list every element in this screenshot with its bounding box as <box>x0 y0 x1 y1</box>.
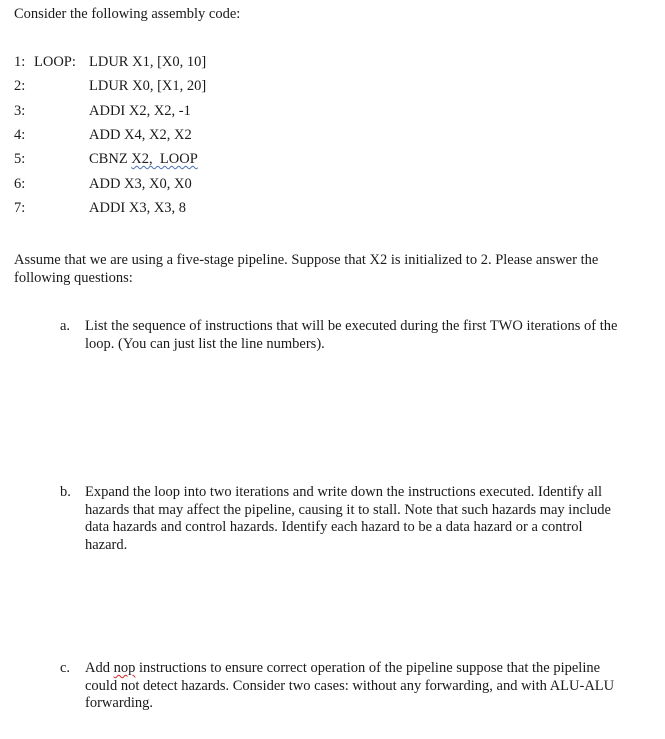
assumption-paragraph: Assume that we are using a five-stage pipeline. Suppose that X2 is initialized to 2. Please answer the following questions: <box>14 252 599 286</box>
instruction-opcode: CBNZ <box>89 151 132 167</box>
line-number: 3: <box>14 103 26 119</box>
spellcheck-flagged-word: nop <box>113 660 136 676</box>
question-marker: c. <box>60 660 71 676</box>
line-number: 2: <box>14 78 26 94</box>
instruction-text <box>89 151 198 168</box>
question-text-start: Add <box>85 660 114 676</box>
question-text <box>85 660 625 713</box>
intro-text: Consider the following assembly code: <box>14 6 241 22</box>
line-number: 7: <box>14 200 26 216</box>
instruction-text: ADDI X3, X3, 8 <box>89 200 187 216</box>
line-number: 6: <box>14 176 26 192</box>
line-number: 4: <box>14 127 26 143</box>
question-marker: b. <box>60 484 71 500</box>
question-text: Expand the loop into two iterations and write down the instructions executed. Identify all hazards that may affect the pipeline, causing it to stall. Note that such hazards may include data hazards and control hazards. Identify each hazard to be a data hazard or a control hazard. <box>85 484 611 553</box>
line-number: 5: <box>14 151 26 167</box>
question-text: List the sequence of instructions that will be executed during the first TWO iterations of the loop. (You can just list the line numbers). <box>85 318 618 352</box>
instruction-text: LDUR X0, [X1, 20] <box>89 78 207 94</box>
question-text-rest: instructions to ensure correct operation of the pipeline suppose that the pipeline could not detect hazards. Consider two cases: without any forwarding, and with ALU-ALU forwarding. <box>85 660 618 711</box>
grammar-flagged-operands: X2, LOOP <box>131 151 198 167</box>
instruction-text: ADD X4, X2, X2 <box>89 127 192 143</box>
loop-label: LOOP: <box>34 54 76 70</box>
question-marker: a. <box>60 318 71 334</box>
instruction-text: ADDI X2, X2, -1 <box>89 103 191 119</box>
instruction-text: ADD X3, X0, X0 <box>89 176 192 192</box>
line-number: 1: <box>14 54 26 70</box>
instruction-text: LDUR X1, [X0, 10] <box>89 54 207 70</box>
